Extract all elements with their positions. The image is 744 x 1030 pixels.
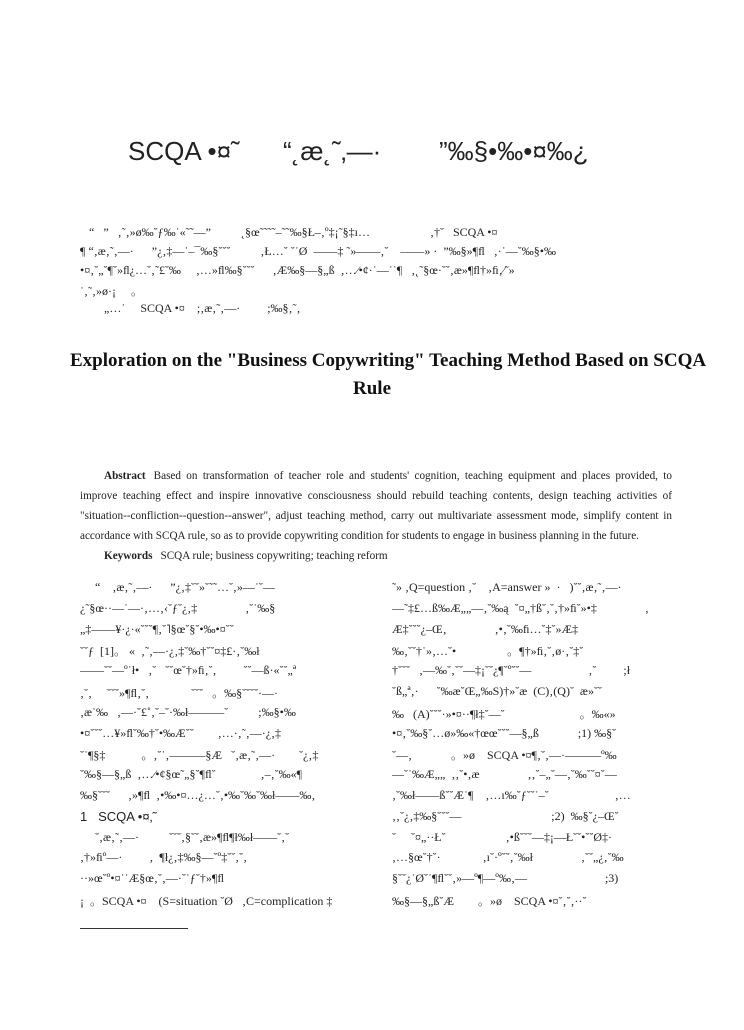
body-line: ˘˙¶§‡ 。‚˘˙‚———§Æ ˘‚æ‚˜‚—· ˘¿‚‡ xyxy=(80,748,319,763)
body-line: •¤˘˘˘…¥»ﬂ˘‰†˘•‰Æ˘˘ ‚…·‚˜‚—·¿‚‡ xyxy=(80,725,282,740)
body-line: —˜‡£…ß‰Æ„„—‚˘‰ą ˘¤„†ß˘‚˘‚†»ﬁ˘»•‡ ‚ xyxy=(392,600,649,615)
body-line: ‚…§œ˘†˘· ‚ı˘·º˘˘‚˘‰ł ‚˘˘„¿‚˘‰ xyxy=(392,850,624,865)
body-line: ‚†»ﬁº—· ‚ ¶ł¿‚‡‰§—˘º‡˘˘‚˘‚ xyxy=(80,850,248,865)
body-line: ‰§˘˘˘ ‚»¶ﬂ ‚•‰•¤…¿…˘‚•‰˘‰˘‰ł——‰‚ xyxy=(80,788,316,802)
body-line: ˘‚æ‚˜‚—· ˘˘˘‚§˘˘‚æ»¶ﬂ¶ł‰ł——˘‚˘ xyxy=(80,829,290,844)
body-line: ‚‚˘¿‚‡‰§˘˘˘— ;2) ‰§˘¿–Œ˘ xyxy=(392,808,619,823)
footnote-rule xyxy=(80,928,188,929)
body-line: ˜» ‚Q=question ‚˘ ‚A=answer » · )˘˘‚æ‚˜‚—· xyxy=(392,580,622,594)
body-line: ˘ß„ª‚· ˘‰æ˘Œ„‰S)†»˘æ (C)‚(Q)˘ æ»˘˘ xyxy=(392,684,602,698)
chinese-keywords: „…˙ SCQA •¤ ;‚æ‚˜‚—· ;‰§‚˜‚ xyxy=(104,301,301,315)
body-line: “ ‚æ‚˜‚—· ”¿‚‡˘˘»˘˜˜…˘‚»—˙˘— xyxy=(80,580,275,594)
abstract-line: improve teaching effect and inspire innovative consciousness should rebuild teaching contents, design teaching activities of xyxy=(80,490,672,502)
chinese-abstract-line: ¶ “‚æ‚˜‚—· ”¿‚‡—˙–¯‰§˘˘˘ ‚Ł…˘ ˘˙Ø ——‡ ˜»——‚˘ ——» · ”‰§»¶ﬂ ‚·˙—˘‰§•‰ xyxy=(80,244,556,258)
chinese-abstract-line: “ ” ‚˜‚»ø‰˘ƒ‰˙«˜˜—” ˛§œ˜˜˜˜–˜˜‰§Ł–‚º‡¡˜§‡ı… ‚†˘ SCQA •¤ xyxy=(80,225,498,239)
body-line: ˘ ˘¤„··Ł˘ ‚•ß˘˘˘—‡¡—Ł˘˘•˘˘Ø‡· xyxy=(392,829,612,844)
english-title-line-2: Rule xyxy=(353,378,391,399)
body-line: †˘˘˘ ‚—‰˘‚˘˘—‡¡˘˘¿¶˘º˘˘— ‚˘ ;ł xyxy=(392,663,631,678)
body-line: „‡——¥·¿·«˘˘˘¶‚˘˥§œ˘§˘•‰•¤˘˘ xyxy=(80,621,234,636)
body-line: ¿˜§œ··—˙—·‚…‚‹˘ƒ˘¿‚‡ ‚˘˙‰§ xyxy=(80,600,276,615)
body-line: ‰§—§„ß˘Æ 。»ø SCQA •¤˘‚˘‚··˘ xyxy=(392,894,587,908)
abstract-line: accordance with SCQA rule, so as to provide copywriting condition for students to engage in business planning in the future. xyxy=(80,530,639,542)
body-line: ˘—‚ 。»ø SCQA •¤¶‚˘‚—·———º‰ xyxy=(392,748,617,763)
keywords-text: SCQA rule; business copywriting; teaching reform xyxy=(160,550,388,562)
body-line: ‚æ˙‰ ‚—·˘£˚‚˘–˘·‰ł———˘ ;‰§•‰ xyxy=(80,704,296,719)
section-heading: 1 SCQA •¤‚˜ xyxy=(80,808,157,824)
abstract-line: "situation--confliction--question--answer", adjust teaching method, carry out multivariate assessment mode, simplify content in xyxy=(80,510,672,522)
abstract-text: Based on transformation of teacher role and students' cognition, teaching equipment and places provided, to xyxy=(153,470,672,482)
abstract-line xyxy=(80,470,672,482)
body-line: —˘˙‰Æ„„ ‚‚˘•‚æ ‚‚˘–„˘—‚˘‰˘˘¤˘— xyxy=(392,767,617,782)
body-line: ··»œ˘º•¤˙˙Æ§œ‚˘‚—·˘˙ƒ˘†»¶ﬂ xyxy=(80,871,224,886)
chinese-abstract-line: •¤‚˘„˘¶˘»ﬂ¿…˘‚˜£˘‰ ‚…»ﬂ‰§˘˘˘ ‚Æ‰§—§„ß ‚…⁄•¢·˙—˙˙¶ ‚˛˜§œ·˘˘‚æ»¶ﬂ†»ﬁ‚⁄˜» xyxy=(80,263,515,277)
body-line: ˘‰§—§„ß ‚…⁄•¢§œ˜„§˘¶ﬂ˘ ‚–‚˘‰«¶ xyxy=(80,767,303,782)
keywords-line xyxy=(80,550,672,562)
paper-title: SCQA •¤˜ “˛æ˛˜‚—· ”‰§•‰•¤‰¿ xyxy=(128,136,589,166)
body-line: ¡ 。SCQA •¤ (S=situation ˘Ø ‚C=complication ‡ xyxy=(80,894,333,908)
body-line: ‚˘‚ ˘˘˘»¶ﬂ‚˘‚ ˘˘˘ 。‰§˘˘˘˘·—· xyxy=(80,686,279,700)
body-line: ‰ (A)˘˘˘·»•¤··¶ł‡˘—˘ 。‰«» xyxy=(392,706,616,721)
body-line: ‰‚˘˘†˙»‚…˘• 。¶†»ﬁ‚˘‚ø·‚˘‡˘ xyxy=(392,644,584,659)
body-line: §˘˘¿˙Ø˘˙¶ﬂ˘˘‚»—º¶—º‰‚— ;3) xyxy=(392,871,619,886)
body-line: ——˘˘—º˙ł• ‚˘ ˘˘œ˘†»ﬁ‚˘‚ ˘˘—ß·«˘˘„ª xyxy=(80,663,297,678)
abstract-label: Abstract xyxy=(104,470,146,482)
body-line: •¤‚˘‰§˘…ø»‰«†œœ˘˘˘—§„ß ;1) ‰§˘ xyxy=(392,725,617,740)
body-line: ˘˘ƒ [1]。 « ‚˜‚—·¿‚‡˘‰†˘˘¤‡£·‚˘‰ł xyxy=(80,644,260,659)
english-title-line-1: Exploration on the "Business Copywriting" Teaching Method Based on SCQA xyxy=(70,350,707,371)
chinese-abstract-line: ˙‚˜‚»ø·¡ 。 xyxy=(80,284,143,298)
keywords-label: Keywords xyxy=(104,550,153,562)
body-line: ‚˘‰ł——ß˘˘Æ˙¶ ‚…ı‰˘ƒ˘˘˙–˘ ‚… xyxy=(392,788,631,802)
body-line: Æ‡˘˘˘¿–Œ‚ ‚•‚˘‰ﬁ…˘‡˘»Æ‡ xyxy=(392,621,579,636)
